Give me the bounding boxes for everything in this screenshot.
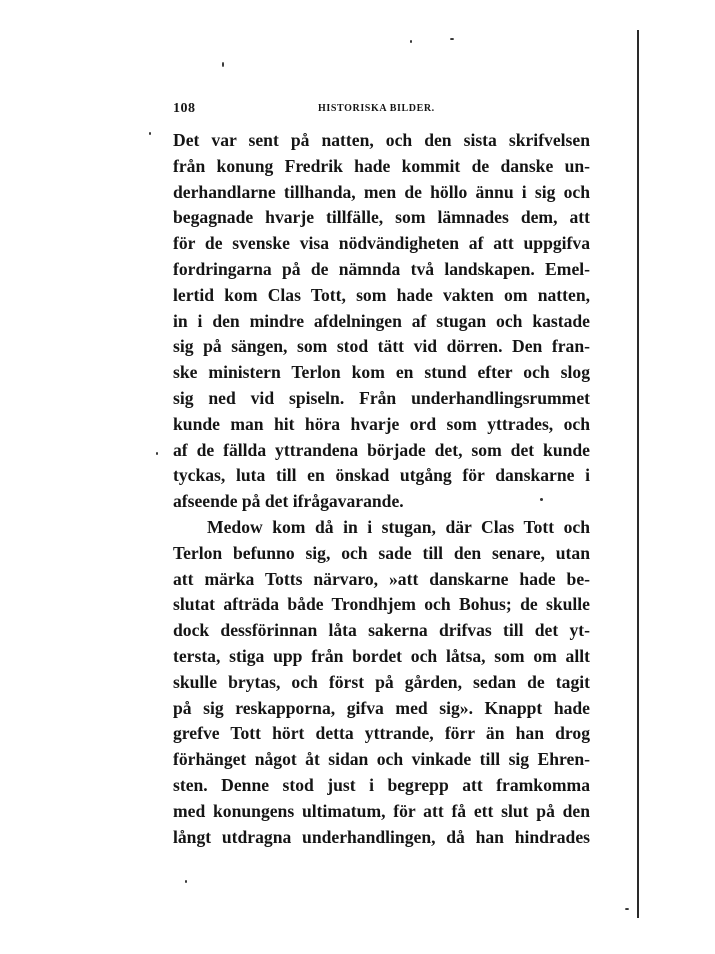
scan-speck [185,880,187,883]
text-line: af de fällda yttrandena började det, som det kunde [173,439,590,460]
scan-speck [450,38,454,40]
text-line: begagnade hvarje tillfälle, som lämnades dem, att [173,207,590,228]
page-header [173,101,590,117]
running-title: HISTORISKA BILDER. [318,103,435,114]
text-line: på sig reskapporna, gifva med sig». Knappt hade [173,697,590,718]
text-line: slutat afträda både Trondhjem och Bohus; de skulle [173,594,590,615]
body-text [173,128,590,850]
text-line: långt utdragna underhandlingen, då han hindrades [173,826,590,847]
text-line: skulle brytas, och först på gården, sedan de tagit [173,671,590,692]
text-line: förhänget något åt sidan och vinkade till sig Ehren- [173,749,590,770]
text-line: lertid kom Clas Tott, som hade vakten om natten, [173,284,590,305]
text-line: att märka Totts närvaro, »att danskarne hade be- [173,568,590,589]
text-line: Medow kom då in i stugan, där Clas Tott och [207,516,590,537]
text-line: dock dessförinnan låta sakerna drifvas till det yt- [173,620,590,641]
text-line: ske ministern Terlon kom en stund efter och slog [173,362,590,383]
text-line: derhandlarne tillhanda, men de höllo ännu i sig och [173,181,590,202]
paragraph-2 [173,515,590,850]
text-line: in i den mindre afdelningen af stugan och kastade [173,310,590,331]
scan-speck [410,40,412,43]
text-line: tersta, stiga upp från bordet och låtsa, som om allt [173,645,590,666]
text-line: kunde man hit höra hvarje ord som yttrades, och [173,413,590,434]
text-line: sig på sängen, som stod tätt vid dörren. Den fran- [173,336,590,357]
paragraph-1 [173,128,590,515]
text-line: fordringarna på de nämnda två landskapen. Emel- [173,258,590,279]
scan-speck [149,132,151,135]
text-line: tyckas, luta till en önskad utgång för danskarne i [173,465,590,486]
page-number: 108 [173,101,196,116]
text-line: sig ned vid spiseln. Från underhandlingsrummet [173,387,590,408]
text-line: Terlon befunno sig, och sade till den senare, utan [173,542,590,563]
scan-speck [222,62,224,67]
scan-speck [156,452,158,455]
text-line: med konungens ultimatum, för att få ett slut på den [173,800,590,821]
text-line: grefve Tott hört detta yttrande, förr än han drog [173,723,590,744]
scan-speck [625,908,629,910]
scan-edge-line [637,30,639,918]
text-line: Det var sent på natten, och den sista skrifvelsen [173,130,590,150]
text-line: för de svenske visa nödvändigheten af att uppgifva [173,233,590,254]
text-line: sten. Denne stod just i begrepp att framkomma [173,774,590,795]
text-line: afseende på det ifrågavarande. [173,491,404,512]
text-line: från konung Fredrik hade kommit de danske un- [173,155,590,176]
